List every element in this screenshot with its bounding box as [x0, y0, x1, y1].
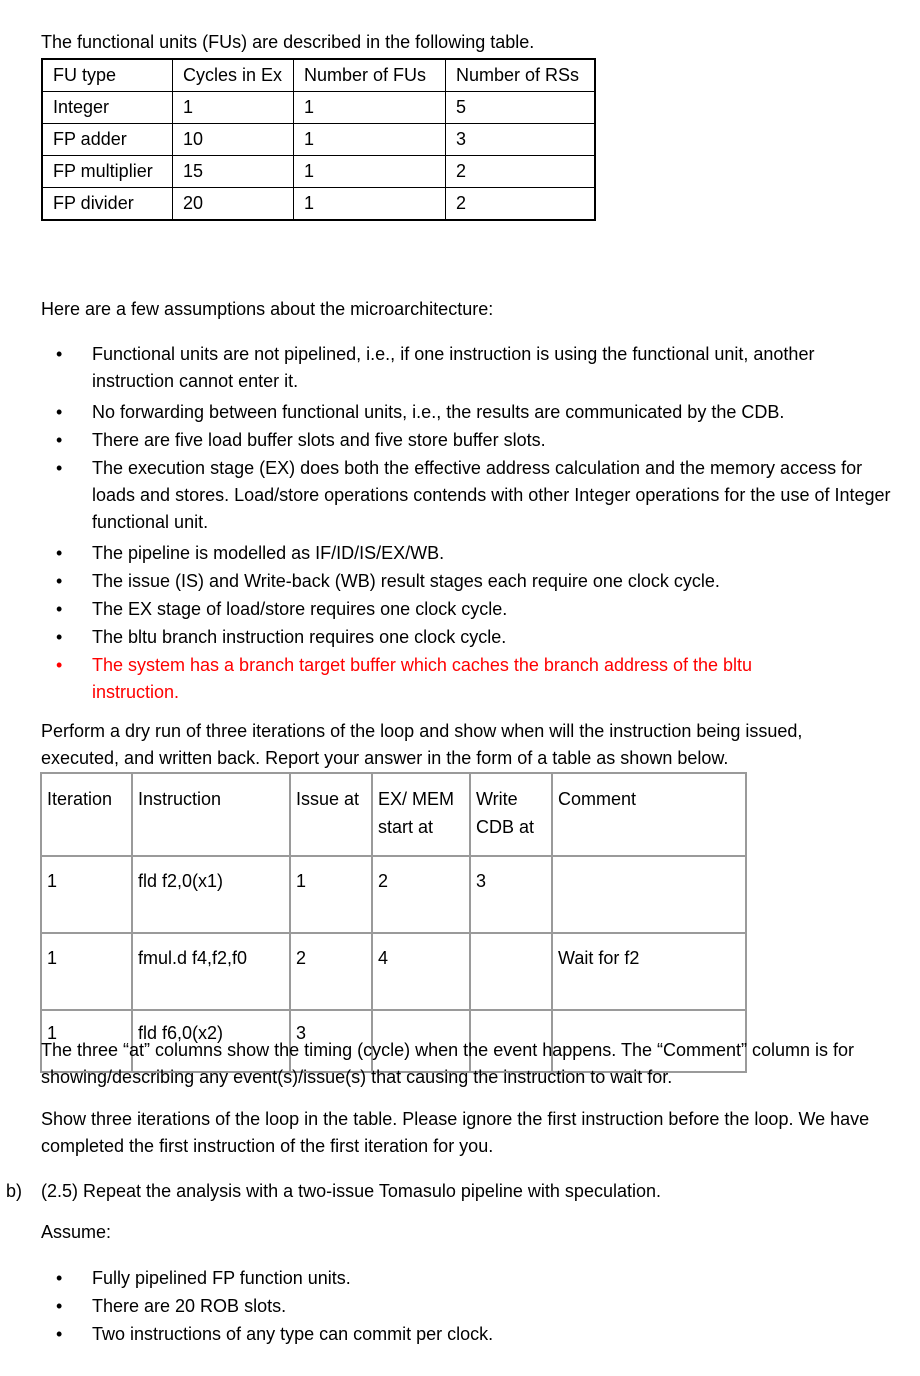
fu-table-row	[42, 92, 595, 124]
fu-header-type: FU type	[42, 59, 173, 92]
fu-cell: 2	[446, 188, 596, 221]
fu-header-cycles: Cycles in Ex	[173, 59, 294, 92]
fu-header-number: Number of FUs	[294, 59, 446, 92]
run-header-write	[470, 773, 552, 856]
run-table-row	[41, 856, 746, 933]
run-table-row	[41, 933, 746, 1010]
assumptions-heading: Here are a few assumptions about the microarchitecture:	[41, 299, 494, 319]
fu-cell: 20	[173, 188, 294, 221]
run-header-iteration: Iteration	[41, 773, 132, 856]
fu-cell: FP adder	[42, 124, 173, 156]
run-cell-instruction: fmul.d f4,f2,f0	[132, 933, 290, 1010]
part-b-item: • Two instructions of any type can commit per clock.	[41, 1321, 891, 1348]
assumption-item: • The bltu branch instruction requires one clock cycle.	[41, 624, 891, 651]
dry-run-text: Perform a dry run of three iterations of the loop and show when will the instruction being issued, executed, and written back. Report your answer in the form of a table as shown below.	[41, 721, 803, 768]
intro-text: The functional units (FUs) are described in the following table.	[41, 32, 535, 52]
assumption-item: • Functional units are not pipelined, i.e., if one instruction is using the functional unit, another instruction cannot enter it.	[41, 341, 891, 395]
run-header-ex	[372, 773, 470, 856]
part-b-item: • There are 20 ROB slots.	[41, 1293, 891, 1320]
run-cell-instruction: fld f6,0(x2)	[132, 1010, 290, 1072]
fu-table-row	[42, 188, 595, 221]
part-b-label: b)	[6, 1181, 23, 1201]
run-cell-instruction: fld f2,0(x1)	[132, 856, 290, 933]
fu-cell: Integer	[42, 92, 173, 124]
fu-cell: 5	[446, 92, 596, 124]
part-b-text: (2.5) Repeat the analysis with a two-issue Tomasulo pipeline with speculation.	[41, 1181, 661, 1201]
run-header-issue: Issue at	[290, 773, 372, 856]
assumption-item: • The issue (IS) and Write-back (WB) result stages each require one clock cycle.	[41, 568, 891, 595]
run-cell-comment	[552, 856, 746, 933]
fu-cell: 2	[446, 156, 596, 188]
fu-table-row	[42, 156, 595, 188]
part-b-item: • Fully pipelined FP function units.	[41, 1265, 891, 1292]
assumption-item: • The pipeline is modelled as IF/ID/IS/EX/WB.	[41, 540, 891, 567]
fu-cell: 1	[294, 156, 446, 188]
fu-table-row	[42, 124, 595, 156]
fu-header-rs: Number of RSs	[446, 59, 596, 92]
run-header-write-line1: Write	[476, 789, 518, 809]
run-header-instruction: Instruction	[132, 773, 290, 856]
fu-cell: 1	[294, 188, 446, 221]
part-b-assume: Assume:	[41, 1222, 112, 1242]
run-cell-write: 3	[470, 856, 552, 933]
run-cell-iteration: 1	[41, 1010, 132, 1072]
part-b-list	[41, 1265, 891, 1348]
fu-cell: 1	[173, 92, 294, 124]
fu-cell: 10	[173, 124, 294, 156]
assumption-item: • The EX stage of load/store requires one clock cycle.	[41, 596, 891, 623]
assumption-item-highlighted: • The system has a branch target buffer which caches the branch address of the bltu instruction.	[41, 652, 822, 706]
dry-run-table	[40, 772, 747, 1073]
run-header-ex-line2: start at	[378, 817, 434, 837]
fu-table-header-row	[42, 59, 595, 92]
fu-cell: FP multiplier	[42, 156, 173, 188]
fu-cell: 3	[446, 124, 596, 156]
fu-cell: 15	[173, 156, 294, 188]
run-cell-ex: 4	[372, 933, 470, 1010]
run-cell-ex: 2	[372, 856, 470, 933]
assumption-item: • There are five load buffer slots and five store buffer slots.	[41, 427, 891, 454]
fu-cell: 1	[294, 124, 446, 156]
assumption-item: • The execution stage (EX) does both the effective address calculation and the memory access for loads and stores. Load/store operations contends with other Integer operations for the use of Integer functional unit.	[41, 455, 891, 536]
run-cell-iteration: 1	[41, 933, 132, 1010]
fu-cell: FP divider	[42, 188, 173, 221]
fu-cell: 1	[294, 92, 446, 124]
run-header-ex-line1: EX/ MEM	[378, 789, 455, 809]
run-cell-comment: Wait for f2	[552, 933, 746, 1010]
run-cell-write	[470, 933, 552, 1010]
show-note: Show three iterations of the loop in the table. Please ignore the first instruction before the loop. We have completed the first instruction of the first iteration for you.	[41, 1109, 870, 1156]
run-cell-issue: 3	[290, 1010, 372, 1072]
fu-table	[41, 58, 596, 221]
run-header-comment: Comment	[552, 773, 746, 856]
assumption-item: • No forwarding between functional units, i.e., the results are communicated by the CDB.	[41, 399, 891, 426]
run-cell-issue: 2	[290, 933, 372, 1010]
run-cell-issue: 1	[290, 856, 372, 933]
run-cell-iteration: 1	[41, 856, 132, 933]
columns-note: The three “at” columns show the timing (cycle) when the event happens. The “Comment” column is for showing/describing any event(s)/issue(s) that causing the instruction to wait for.	[41, 1040, 855, 1087]
run-table-header-row	[41, 773, 746, 856]
assumptions-list	[41, 341, 891, 706]
run-header-write-line2: CDB at	[476, 817, 535, 837]
